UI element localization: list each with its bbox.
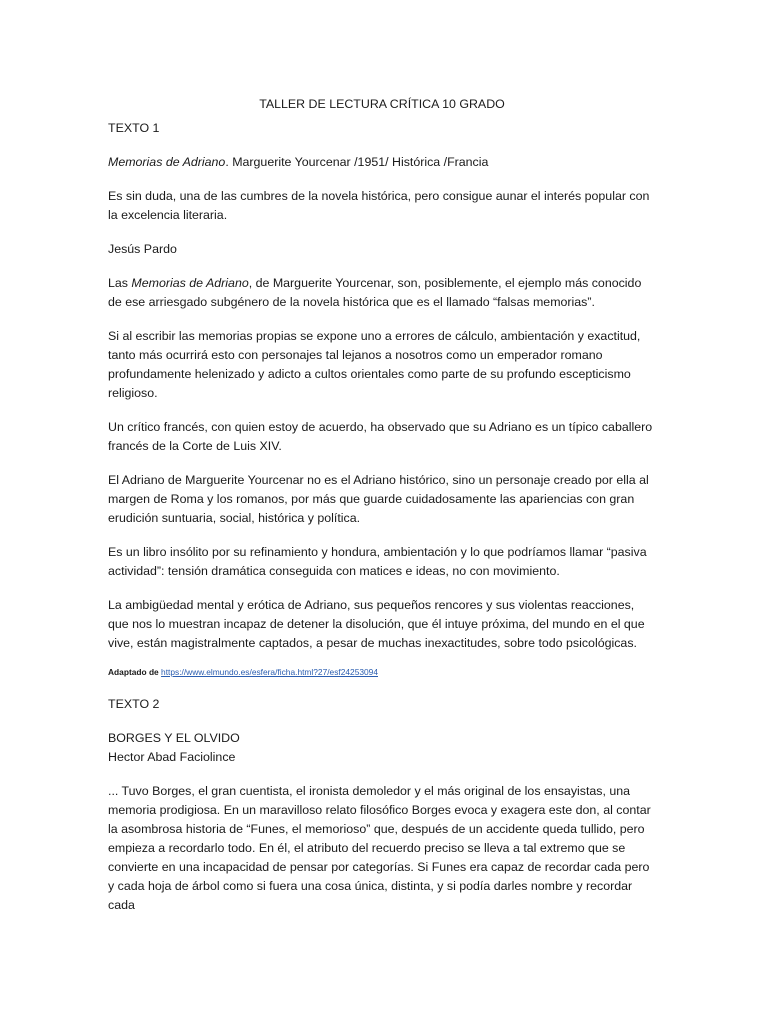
texto1-paragraph-4: El Adriano de Marguerite Yourcenar no es el Adriano histórico, sino un personaje creado por ella al margen de Roma y los romanos, por más que guarde cuidadosamente las apariencias con gran erudición suntuaria, social, histórica y política. — [108, 473, 649, 525]
texto1-paragraph-3: Un crítico francés, con quien estoy de acuerdo, ha observado que su Adriano es un típico caballero francés de la Corte de Luis XIV. — [108, 420, 653, 453]
book-meta: . Marguerite Yourcenar /1951/ Histórica /Francia — [225, 155, 489, 169]
p1-book-title: Memorias de Adriano — [131, 276, 249, 290]
texto1-heading: TEXTO 1 — [108, 121, 160, 135]
texto2-paragraph-1: ... Tuvo Borges, el gran cuentista, el ironista demoledor y el más original de los ensayistas, una memoria prodigiosa. En un maravilloso relato filosófico Borges evoca y exagera este don, al contar la asombrosa historia de “Funes, el memorioso” que, después de un accidente queda tullido, pero empieza a recordarlo todo. En él, el atributo del recuerdo preciso se lleva a tal extremo que se convierte en una incapacidad de pensar por categorías. Si Funes era capaz de recordar cada pero y cada hoja de árbol como si fuera una cosa única, distinta, y si podía darles nombre y recordar cada — [108, 784, 651, 912]
texto1-paragraph-6: La ambigüedad mental y erótica de Adriano, sus pequeños rencores y sus violentas reacciones, que nos lo muestran incapaz de detener la disolución, que él intuye próxima, del mundo en el que vive, están magistralmente captados, a pesar de muchas inexactitudes, sobre todo psicológicas. — [108, 598, 645, 650]
document-title: TALLER DE LECTURA CRÍTICA 10 GRADO — [259, 97, 505, 111]
texto1-quote: Es sin duda, una de las cumbres de la novela histórica, pero consigue aunar el interés popular con la excelencia literaria. — [108, 189, 650, 222]
texto1-paragraph-2: Si al escribir las memorias propias se expone uno a errores de cálculo, ambientación y exactitud, tanto más ocurrirá esto con personajes tal lejanos a nosotros como un emperador romano profundamente helenizado y adicto a cultos orientales como parte de su profundo escepticismo religioso. — [108, 329, 641, 400]
texto2-author: Hector Abad Faciolince — [108, 750, 236, 764]
source-attribution — [108, 666, 656, 678]
source-link[interactable]: https://www.elmundo.es/esfera/ficha.html?27/esf24253094 — [161, 667, 378, 677]
texto1-paragraph-5: Es un libro insólito por su refinamiento y hondura, ambientación y lo que podríamos llamar “pasiva actividad”: tensión dramática conseguida con matices e ideas, no con movimiento. — [108, 545, 647, 578]
texto1-book-line — [108, 153, 656, 172]
texto2-title: BORGES Y EL OLVIDO — [108, 731, 240, 745]
book-title: Memorias de Adriano — [108, 155, 226, 169]
p1-start: Las — [108, 276, 132, 290]
texto1-author: Jesús Pardo — [108, 242, 177, 256]
texto2-heading: TEXTO 2 — [108, 697, 160, 711]
p1-rest: , de Marguerite Yourcenar, son, posiblemente, el ejemplo más conocido de ese arriesgado subgénero de la novela histórica que es el llamado “falsas memorias”. — [108, 276, 642, 309]
adapted-label: Adaptado de — [108, 667, 159, 677]
texto1-paragraph-1 — [108, 274, 656, 312]
